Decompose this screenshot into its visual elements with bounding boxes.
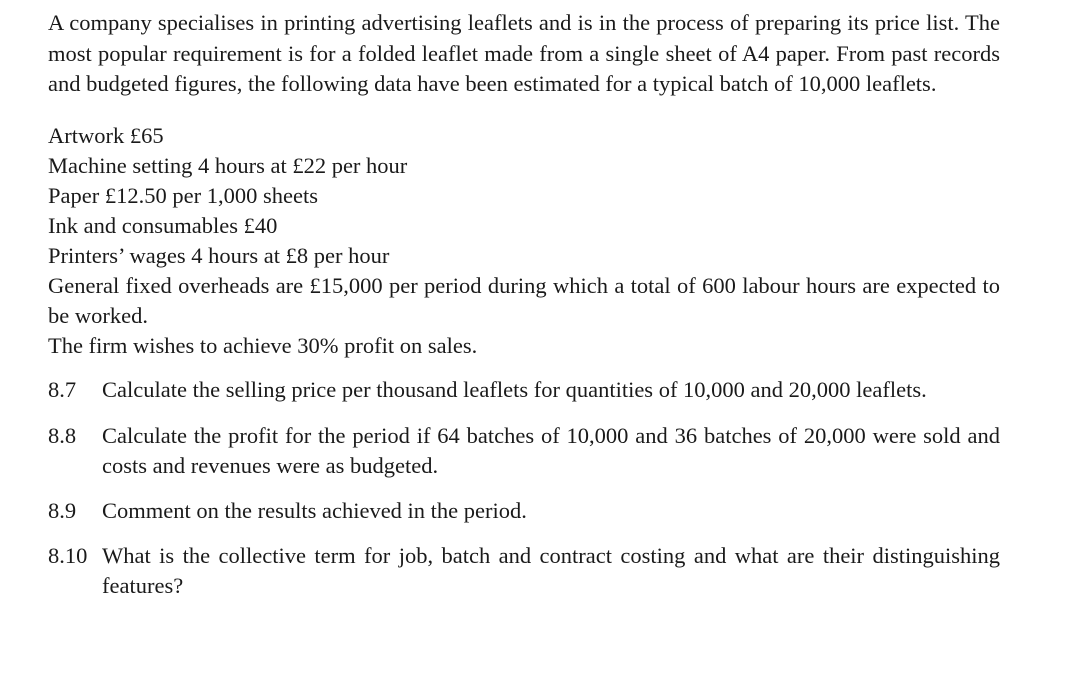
question-text: Calculate the profit for the period if 64 batches of 10,000 and 36 batches of 20,000 were sold and costs and revenues were as budgeted. [102,422,1000,478]
data-line-paper: Paper £12.50 per 1,000 sheets [48,182,318,208]
question-8-9 [48,496,1000,526]
question-number: 8.8 [48,422,77,448]
data-line-overheads: General fixed overheads are £15,000 per period during which a total of 600 labour hours are expected to be worked. [48,272,1000,328]
data-line-wages: Printers’ wages 4 hours at £8 per hour [48,242,390,268]
data-line-machine-setting: Machine setting 4 hours at £22 per hour [48,152,408,178]
question-number: 8.10 [48,542,88,568]
question-text: What is the collective term for job, batch and contract costing and what are their distinguishing features? [102,542,1000,598]
question-number: 8.9 [48,497,77,523]
question-text: Calculate the selling price per thousand leaflets for quantities of 10,000 and 20,000 leaflets. [102,376,927,402]
question-8-7 [48,375,1000,405]
question-text: Comment on the results achieved in the period. [102,497,527,523]
question-8-8 [48,421,1000,481]
data-line-artwork: Artwork £65 [48,122,164,148]
cost-data-block [48,121,1000,361]
data-line-profit-target: The firm wishes to achieve 30% profit on sales. [48,332,478,358]
question-8-10 [48,541,1000,601]
intro-paragraph: A company specialises in printing advertising leaflets and is in the process of preparing its price list. The most popular requirement is for a folded leaflet made from a single sheet of A4 paper. From past records and budgeted figures, the following data have been estimated for a typical batch of 10,000 leaflets. [48,10,1000,96]
question-number: 8.7 [48,376,77,402]
document-page [48,0,1000,601]
data-line-ink: Ink and consumables £40 [48,212,278,238]
